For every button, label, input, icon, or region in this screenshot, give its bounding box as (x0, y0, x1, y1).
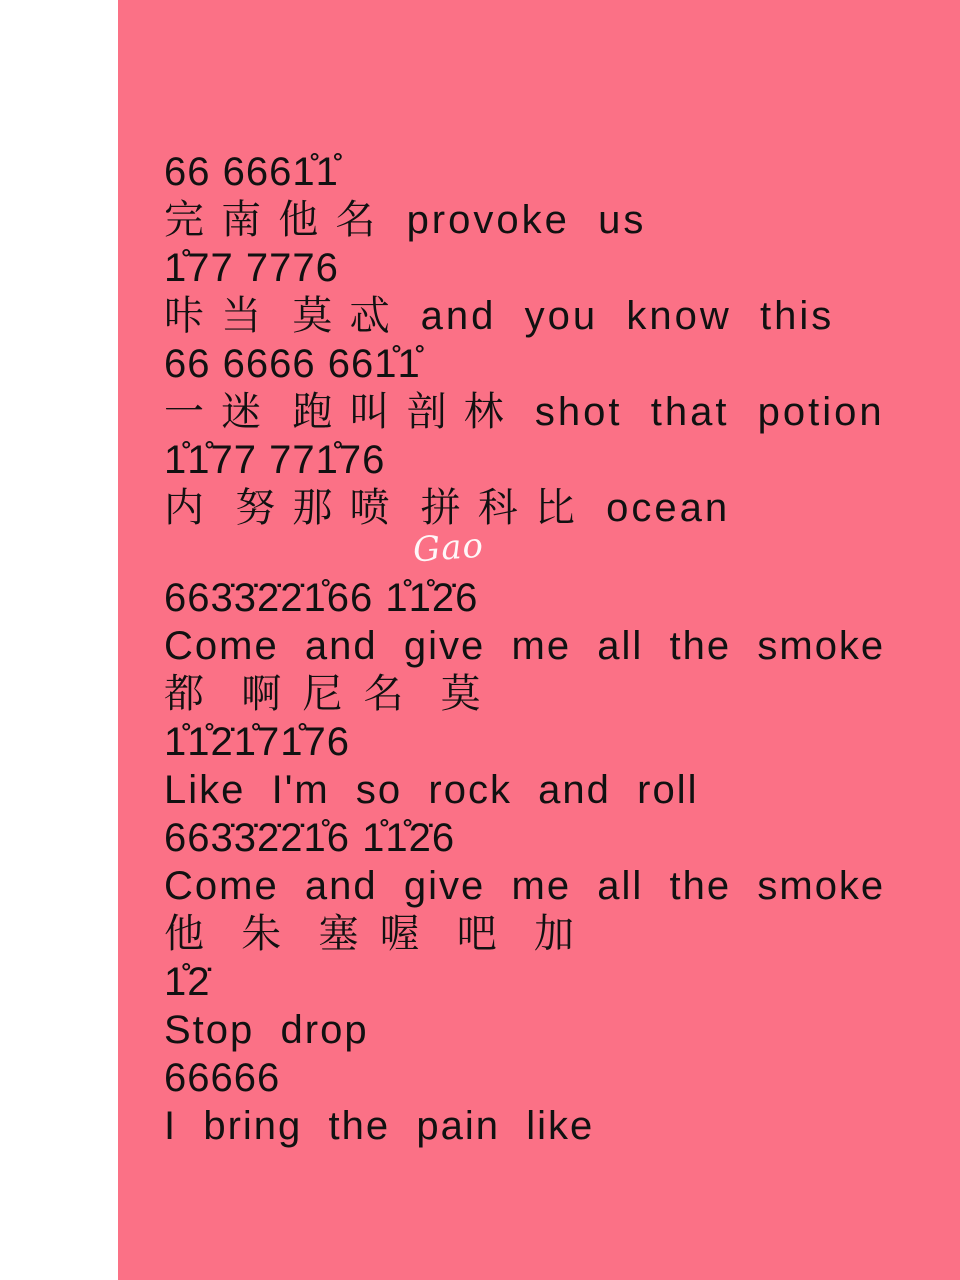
watermark-text: Gao (411, 525, 486, 571)
lyric-line: 1̊77 7776 (164, 246, 339, 290)
lyric-line: Like I'm so rock and roll (164, 768, 699, 812)
lyric-line: 663̇3̇2̇2̇1̊6 1̊1̊2̇6 (164, 816, 456, 860)
lyric-line: 1̊1̊77 771̊76 (164, 438, 386, 482)
lyrics-container (164, 148, 954, 1150)
lyric-line: 66666 (164, 1056, 281, 1100)
lyric-line: 他 朱 塞 喔 吧 加 (164, 912, 580, 956)
lyric-line: 66 6661̊1̊ (164, 150, 339, 194)
lyric-line: 咔 当 莫 忒 and you know this (164, 294, 835, 338)
lyric-line: 内 努 那 喷 拼 科 比 ocean (164, 486, 731, 530)
lyric-line: 66 6666 661̊1̊ (164, 342, 421, 386)
lyric-line: Come and give me all the smoke (164, 624, 886, 668)
lyric-line: 都 啊 尼 名 莫 (164, 672, 486, 716)
lyric-line: Come and give me all the smoke (164, 864, 886, 908)
lyric-card (118, 0, 960, 1280)
lyric-line: 663̇3̇2̇2̇1̊66 1̊1̊2̇6 (164, 576, 479, 620)
lyric-line: 完 南 他 名 provoke us (164, 198, 647, 242)
lyric-line: Stop drop (164, 1008, 369, 1052)
lyric-line: I bring the pain like (164, 1104, 595, 1148)
lyric-line: 1̊2̇ (164, 960, 211, 1004)
lyric-line: 一 迷 跑 叫 剖 林 shot that potion (164, 390, 885, 434)
lyric-block-spacer (164, 532, 954, 574)
lyric-line: 1̊1̊2̇1̊71̊76 (164, 720, 350, 764)
